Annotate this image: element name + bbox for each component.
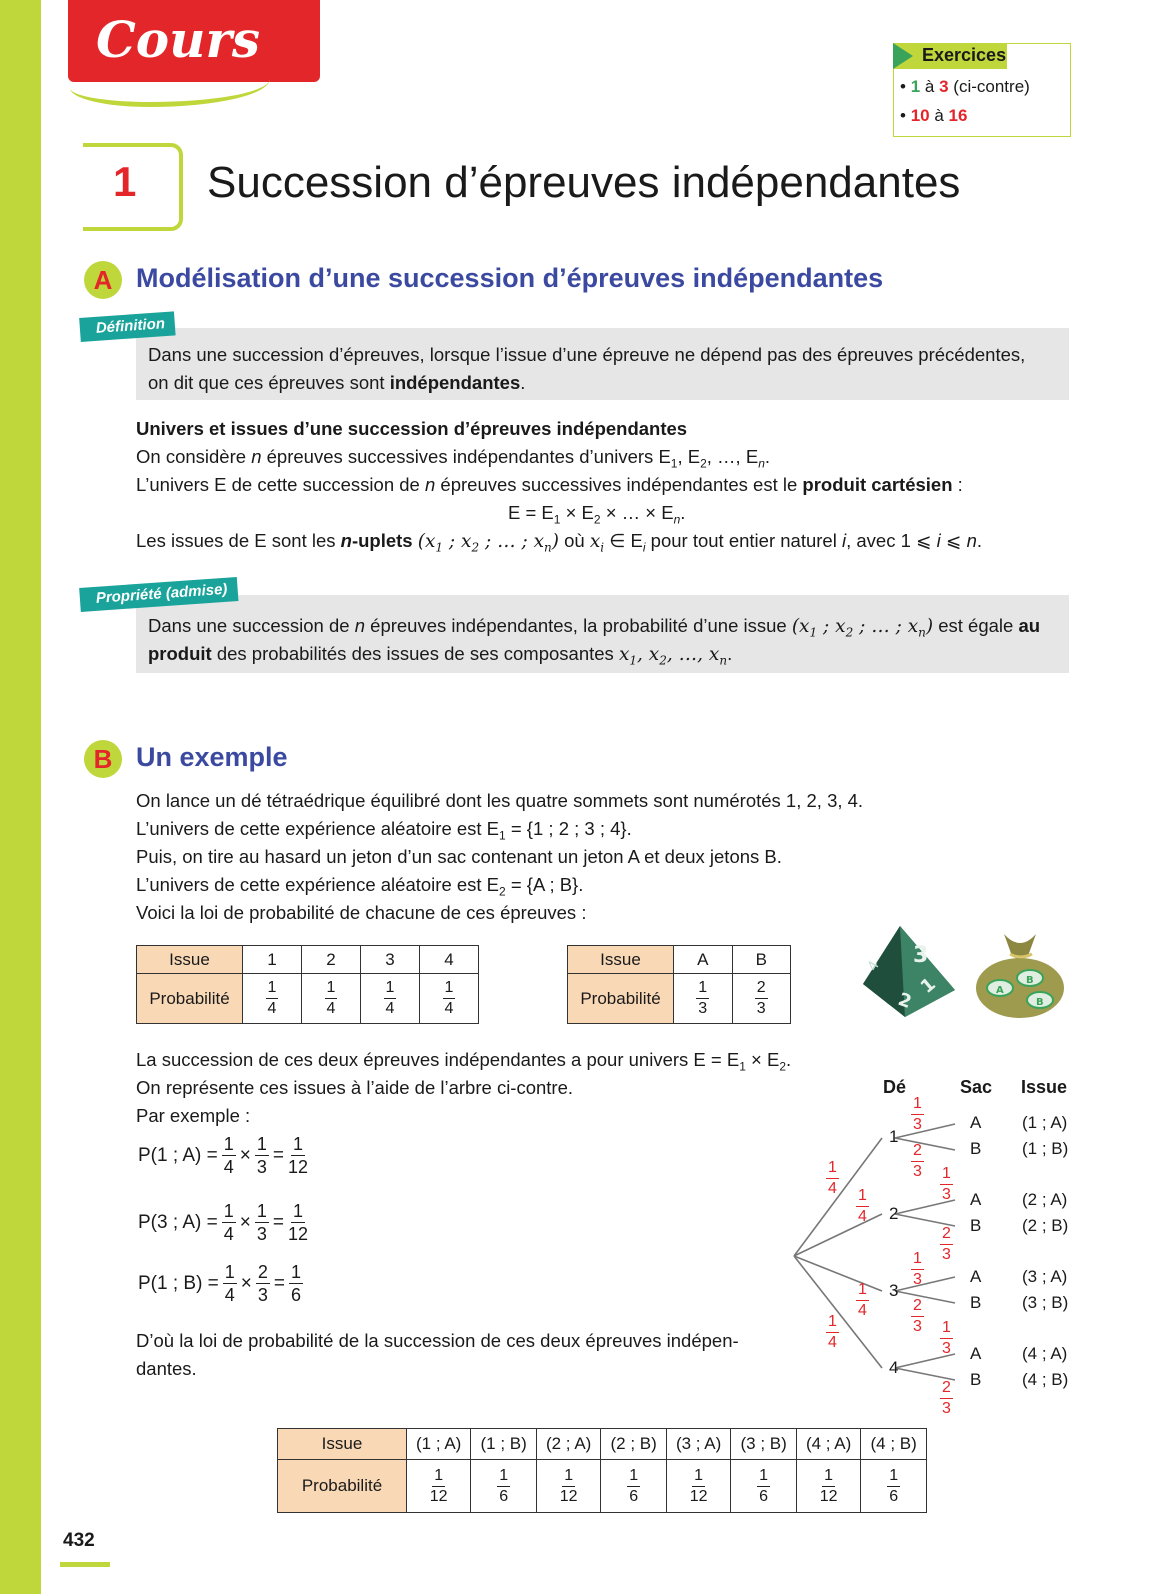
tetrahedral-die-image — [855, 922, 965, 1022]
svg-text:B: B — [1026, 975, 1034, 986]
svg-text:A: A — [996, 985, 1004, 996]
tree-prob-2a: $\frac{1}{3}$ — [942, 1165, 951, 1203]
svg-text:1: 1 — [916, 973, 940, 998]
tree-prob-1a: $\frac{1}{3}$ — [913, 1095, 922, 1133]
univers-heading: Univers et issues d’une succession d’épreuves indépendantes — [136, 418, 688, 439]
tree-prob-4: $\frac{1}{4}$ — [828, 1313, 837, 1351]
joint-probability-table — [277, 1428, 927, 1513]
example-line-3: Puis, on tire au hasard un jeton d’un sac contenant un jeton A et deux jetons B. — [136, 846, 782, 867]
tree-prob-2b: $\frac{2}{3}$ — [942, 1225, 951, 1263]
tree-header-issue: Issue — [1021, 1077, 1068, 1097]
tree-outcome: (3 ; A) — [1022, 1267, 1068, 1286]
tree-outcome: (1 ; B) — [1022, 1139, 1069, 1158]
table-cell: (3 ; A) — [666, 1429, 730, 1460]
definition-tag: Définition — [79, 311, 176, 342]
table-cell: (4 ; B) — [861, 1429, 927, 1460]
side-bar — [0, 0, 41, 1594]
exercises-line-1[interactable]: • 1 à 3 (ci-contre) — [900, 77, 1030, 96]
cartesian-formula: $E = E_1 \times E_2$ × … × $E_n$. — [508, 502, 686, 527]
tree-leaf-b: B — [970, 1216, 982, 1235]
tree-outcome: (4 ; A) — [1022, 1344, 1068, 1363]
tree-prob-1b: $\frac{2}{3}$ — [913, 1142, 922, 1180]
exercises-arrow-icon — [893, 43, 913, 69]
tree-prob-3: $\frac{1}{4}$ — [858, 1281, 867, 1319]
table-cell: $\frac{1}{6}$ — [861, 1460, 927, 1513]
tree-node-2: 2 — [889, 1204, 899, 1223]
table-cell: A — [674, 946, 733, 974]
tree-node-3: 3 — [889, 1281, 899, 1300]
table-header-cell: Probabilité — [137, 974, 243, 1024]
table-cell: $\frac{1}{4}$ — [243, 974, 302, 1024]
table-cell: $\frac{1}{12}$ — [666, 1460, 730, 1513]
part-a-title: Modélisation d’une succession d’épreuves indépendantes — [136, 263, 884, 293]
page-number: 432 — [63, 1530, 95, 1551]
tree-header-sac: Sac — [960, 1077, 993, 1097]
table-header-cell: Probabilité — [278, 1460, 407, 1513]
tree-leaf-a: A — [970, 1113, 982, 1132]
table-cell: $\frac{1}{6}$ — [601, 1460, 667, 1513]
table-cell: $\frac{2}{3}$ — [732, 974, 791, 1024]
die-probability-table — [136, 945, 479, 1024]
table-cell: $\frac{1}{4}$ — [361, 974, 420, 1024]
tree-prob-4b: $\frac{2}{3}$ — [942, 1379, 951, 1417]
tree-prob-2: $\frac{1}{4}$ — [858, 1187, 867, 1225]
tree-leaf-b: B — [970, 1370, 982, 1389]
tree-leaf-a: A — [970, 1344, 982, 1363]
table-header-cell: Issue — [278, 1429, 407, 1460]
exercises-line-2[interactable]: • 10 à 16 — [900, 106, 968, 125]
tree-prob-3b: $\frac{2}{3}$ — [913, 1297, 922, 1335]
table-cell: 3 — [361, 946, 420, 974]
tree-outcome: (3 ; B) — [1022, 1293, 1069, 1312]
property-tag: Propriété (admise) — [79, 577, 238, 612]
tree-prob-4a: $\frac{1}{3}$ — [942, 1319, 951, 1357]
table-cell: (1 ; B) — [471, 1429, 537, 1460]
equation-p1b: P(1 ; B) = $\frac{1}{4}$ × $\frac{2}{3}$ = $\frac{1}{6}$ — [138, 1262, 302, 1305]
definition-text-2: on dit que ces épreuves sont indépendantes. — [148, 372, 526, 393]
cours-label: Cours — [96, 10, 260, 69]
example-line-8: Par exemple : — [136, 1105, 251, 1126]
property-line-2: produit des probabilités des issues de ses composantes $x_1$, $x_2$, …, $x_n$. — [148, 643, 733, 668]
table-cell: $\frac{1}{12}$ — [536, 1460, 600, 1513]
tree-leaf-b: B — [970, 1293, 982, 1312]
part-b-title: Un exemple — [136, 742, 288, 772]
conclusion-line-1: D’où la loi de probabilité de la succession de ces deux épreuves indépen- — [136, 1330, 739, 1351]
tree-node-4: 4 — [889, 1358, 899, 1377]
tree-outcome: (2 ; B) — [1022, 1216, 1069, 1235]
tree-leaf-a: A — [970, 1267, 982, 1286]
table-cell: $\frac{1}{3}$ — [674, 974, 733, 1024]
example-line-4: L’univers de cette expérience aléatoire est $E_2 = \{A$ ; B}. — [136, 874, 584, 899]
table-cell: 1 — [243, 946, 302, 974]
svg-text:3: 3 — [913, 943, 929, 968]
equation-p1a: P(1 ; A) = $\frac{1}{4}$ × $\frac{1}{3}$ = $\frac{1}{12}$ — [138, 1134, 309, 1177]
part-a-badge: A — [84, 261, 122, 299]
token-bag-image — [968, 922, 1073, 1022]
example-line-6: La succession de ces deux épreuves indépendantes a pour univers $E = E_1 \times E_2$. — [136, 1049, 792, 1074]
table-cell: (1 ; A) — [407, 1429, 471, 1460]
equation-p3a: P(3 ; A) = $\frac{1}{4}$ × $\frac{1}{3}$ = $\frac{1}{12}$ — [138, 1201, 309, 1244]
svg-text:B: B — [1036, 997, 1044, 1008]
table-cell: B — [732, 946, 791, 974]
exercises-title: Exercices — [922, 45, 1007, 65]
tree-prob-3a: $\frac{1}{3}$ — [913, 1250, 922, 1288]
univers-line-1: On considère n épreuves successives indépendantes d’univers $E_1$, $E_2$, …, $E_n$. — [136, 446, 771, 471]
tree-outcome: (4 ; B) — [1022, 1370, 1069, 1389]
univers-line-2: L’univers E de cette succession de n épreuves successives indépendantes est le produit cartésien : — [136, 474, 963, 495]
example-line-5: Voici la loi de probabilité de chacune de ces épreuves : — [136, 902, 587, 923]
table-cell: (2 ; A) — [536, 1429, 600, 1460]
tree-node-1: 1 — [889, 1127, 899, 1146]
table-cell: (4 ; A) — [796, 1429, 860, 1460]
svg-text:2: 2 — [895, 988, 915, 1013]
svg-text:4: 4 — [864, 958, 883, 974]
example-line-1: On lance un dé tétraédrique équilibré dont les quatre sommets sont numérotés 1, 2, 3, 4. — [136, 790, 864, 811]
section-title: Succession d’épreuves indépendantes — [207, 158, 961, 207]
example-line-2: L’univers de cette expérience aléatoire est $E_1 = \{1$ ; 2 ; 3 ; 4}. — [136, 818, 632, 843]
table-header-cell: Issue — [568, 946, 674, 974]
section-number: 1 — [113, 158, 137, 205]
table-cell: $\frac{1}{4}$ — [420, 974, 479, 1024]
table-cell: 4 — [420, 946, 479, 974]
tree-header-de: Dé — [883, 1077, 907, 1097]
tree-leaf-a: A — [970, 1190, 982, 1209]
property-line-1: Dans une succession de n épreuves indépendantes, la probabilité d’une issue ($x_1$ ; $x_2$ ; … ; $x_n$) est égale au — [148, 615, 1041, 640]
conclusion-line-2: dantes. — [136, 1358, 197, 1379]
table-cell: 2 — [302, 946, 361, 974]
tree-prob-1: $\frac{1}{4}$ — [828, 1159, 837, 1197]
table-cell: (2 ; B) — [601, 1429, 667, 1460]
tree-outcome: (1 ; A) — [1022, 1113, 1068, 1132]
table-cell: $\frac{1}{4}$ — [302, 974, 361, 1024]
example-line-7: On représente ces issues à l’aide de l’arbre ci-contre. — [136, 1077, 574, 1098]
tree-outcome: (2 ; A) — [1022, 1190, 1068, 1209]
part-b-badge: B — [84, 740, 122, 778]
table-header-cell: Issue — [137, 946, 243, 974]
table-cell: $\frac{1}{12}$ — [407, 1460, 471, 1513]
table-header-cell: Probabilité — [568, 974, 674, 1024]
definition-text-1: Dans une succession d’épreuves, lorsque l’issue d’une épreuve ne dépend pas des épreuves précédentes, — [148, 344, 1026, 365]
table-cell: (3 ; B) — [731, 1429, 797, 1460]
tree-leaf-b: B — [970, 1139, 982, 1158]
page-number-underline — [60, 1556, 110, 1567]
bag-probability-table — [567, 945, 791, 1024]
table-cell: $\frac{1}{6}$ — [471, 1460, 537, 1513]
table-cell: $\frac{1}{6}$ — [731, 1460, 797, 1513]
univers-line-3: Les issues de E sont les n-uplets ($x_1$ ; $x_2$ ; … ; $x_n$) où $x_i$ ∈ $E_i$ pour tout entier naturel i, avec 1 ⩽ i ⩽ n. — [136, 530, 983, 555]
table-cell: $\frac{1}{12}$ — [796, 1460, 860, 1513]
